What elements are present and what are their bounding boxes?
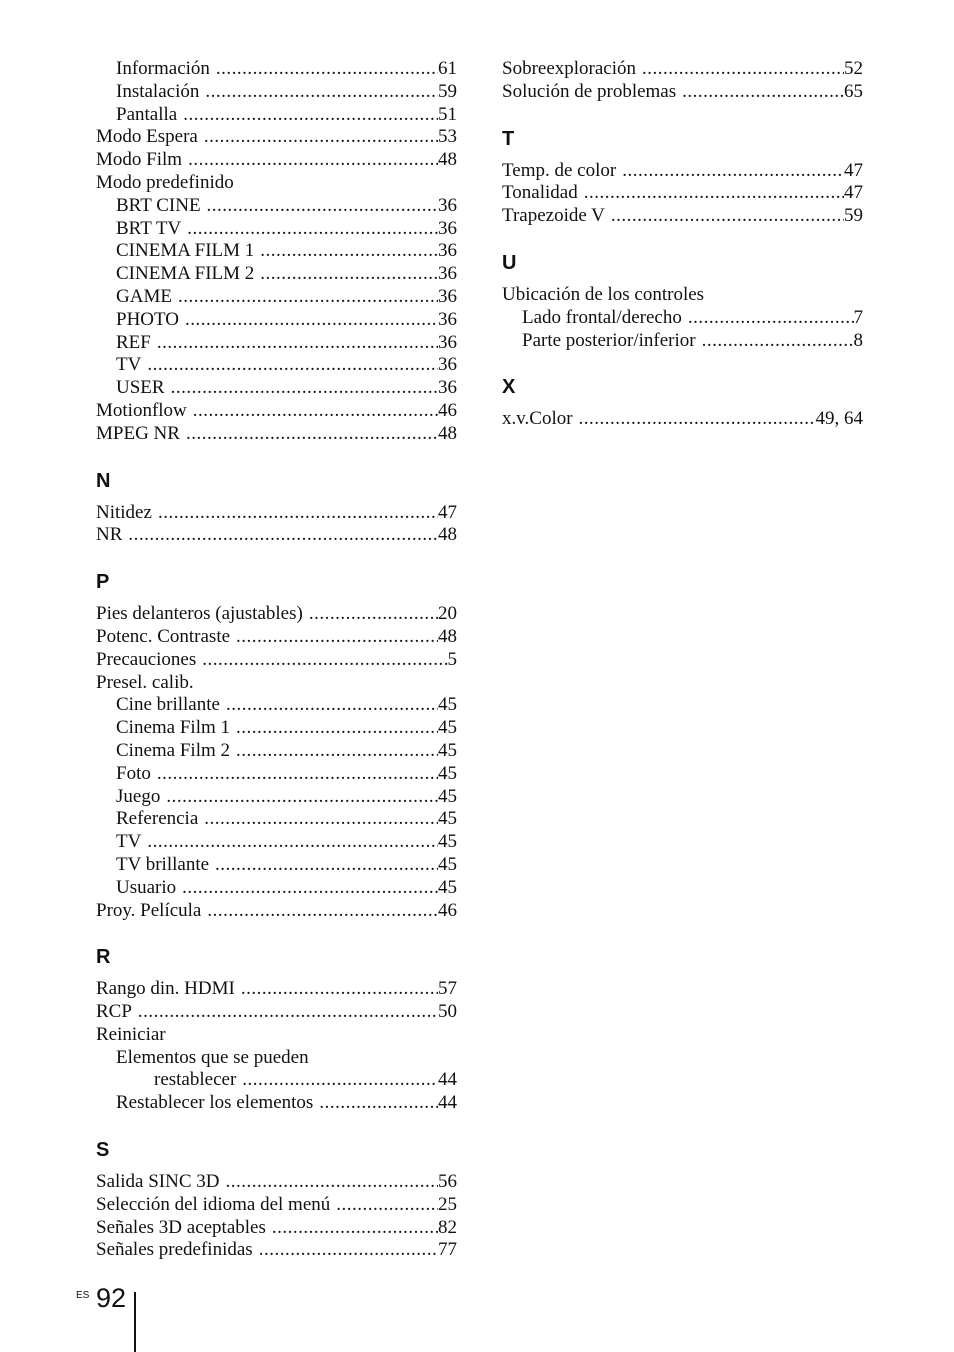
index-entry [502, 408, 863, 431]
index-entry [96, 195, 457, 218]
index-entry-page: 25 [438, 1193, 457, 1215]
dot-leader [259, 1239, 438, 1262]
index-entry-term: RCP [96, 1001, 132, 1023]
dot-leader [260, 240, 438, 263]
index-entry-page: 36 [438, 240, 457, 262]
dot-leader [226, 694, 438, 717]
dot-leader [260, 263, 438, 286]
dot-leader [319, 1092, 438, 1115]
dot-leader [171, 377, 438, 400]
index-entry-page: 45 [438, 785, 457, 807]
index-entry-term: Restablecer los elementos [116, 1092, 314, 1114]
index-entry-term: Modo predefinido [96, 171, 234, 193]
index-entry-page: 65 [844, 80, 863, 102]
dot-leader [622, 160, 844, 183]
index-entry-term: GAME [116, 285, 172, 307]
index-entry-term: Proy. Película [96, 899, 202, 921]
index-entry [96, 717, 457, 740]
index-entry [96, 740, 457, 763]
dot-leader [157, 332, 438, 355]
dot-leader [207, 195, 438, 218]
index-entry-term: CINEMA FILM 2 [116, 263, 255, 285]
index-entry-page: 44 [438, 1092, 457, 1114]
index-entry [502, 307, 863, 330]
footer-language-code: ES [76, 1290, 90, 1301]
dot-leader [157, 763, 438, 786]
dot-leader [158, 502, 438, 525]
index-column-right [502, 58, 863, 431]
dot-leader [682, 81, 844, 104]
index-entry [96, 58, 457, 81]
dot-leader [193, 400, 438, 423]
index-entry-page: 48 [438, 422, 457, 444]
index-entry-page: 36 [438, 354, 457, 376]
dot-leader [187, 218, 438, 241]
dot-leader [241, 978, 438, 1001]
dot-leader [178, 286, 438, 309]
index-entry-term: Presel. calib. [96, 671, 194, 693]
index-entry-term: PHOTO [116, 308, 179, 330]
index-entry-page: 57 [438, 978, 457, 1000]
index-entry-term: NR [96, 524, 123, 546]
index-entry-term: Cinema Film 1 [116, 717, 230, 739]
index-letter-heading: N [96, 469, 111, 492]
index-entry [96, 172, 457, 195]
index-entry-page: 52 [844, 58, 863, 79]
index-entry-term: Modo Espera [96, 126, 198, 148]
index-entry-page: 36 [438, 194, 457, 216]
index-entry-page: 45 [438, 739, 457, 761]
dot-leader [309, 603, 438, 626]
index-entry-page: 36 [438, 331, 457, 353]
index-entry [502, 81, 863, 104]
index-entry-term: restablecer [154, 1069, 237, 1091]
index-entry [96, 786, 457, 809]
index-entry-term: MPEG NR [96, 422, 180, 444]
index-entry-page: 47 [844, 159, 863, 181]
dot-leader [204, 126, 438, 149]
dot-leader [186, 423, 438, 446]
index-entry-page: 47 [438, 501, 457, 523]
dot-leader [236, 740, 438, 763]
dot-leader [579, 408, 816, 431]
index-entry [96, 286, 457, 309]
index-entry-page: 36 [438, 263, 457, 285]
index-entry [96, 672, 457, 695]
index-column-left [96, 58, 457, 1262]
index-entry-term: Sobreexploración [502, 58, 637, 79]
index-entry-term: BRT CINE [116, 194, 201, 216]
index-entry [502, 284, 863, 307]
index-entry-term: Nitidez [96, 501, 152, 523]
index-entry [96, 649, 457, 672]
index-entry-term: Señales 3D aceptables [96, 1216, 266, 1238]
index-entry [96, 1194, 457, 1217]
index-entry [96, 808, 457, 831]
index-entry-page: 36 [438, 217, 457, 239]
index-entry [96, 332, 457, 355]
index-entry [96, 763, 457, 786]
index-entry-page: 56 [438, 1171, 457, 1193]
index-entry [96, 240, 457, 263]
index-entry [96, 1239, 457, 1262]
index-entry-page: 36 [438, 377, 457, 399]
index-entry [96, 502, 457, 525]
index-letter-heading: P [96, 571, 110, 594]
index-entry [96, 626, 457, 649]
index-entry [96, 603, 457, 626]
dot-leader [272, 1217, 438, 1240]
index-entry [502, 58, 863, 81]
index-entry-term: BRT TV [116, 217, 182, 239]
index-entry-term: Cinema Film 2 [116, 739, 230, 761]
dot-leader [642, 58, 844, 81]
index-entry-term: CINEMA FILM 1 [116, 240, 255, 262]
dot-leader [207, 900, 438, 923]
index-entry-page: 45 [438, 762, 457, 784]
index-entry-page: 46 [438, 399, 457, 421]
index-entry-page: 36 [438, 308, 457, 330]
dot-leader [611, 205, 844, 228]
index-entry [502, 330, 863, 353]
index-entry-page: 20 [438, 603, 457, 625]
index-entry [96, 854, 457, 877]
dot-leader [188, 149, 438, 172]
index-letter-heading: S [96, 1139, 110, 1162]
index-entry-page: 49, 64 [815, 408, 863, 430]
dot-leader [183, 104, 438, 127]
index-entry-page: 45 [438, 717, 457, 739]
index-entry-term: Trapezoide V [502, 205, 605, 227]
index-entry-page: 59 [438, 80, 457, 102]
dot-leader [236, 626, 438, 649]
index-entry-term: Instalación [116, 80, 200, 102]
index-entry-page: 53 [438, 126, 457, 148]
index-entry [502, 205, 863, 228]
index-entry-term: Señales predefinidas [96, 1239, 253, 1261]
index-entry [96, 149, 457, 172]
index-entry-page: 48 [438, 625, 457, 647]
index-entry-term: Parte posterior/inferior [522, 329, 696, 351]
index-entry [96, 400, 457, 423]
index-entry [96, 1217, 457, 1240]
index-entry-page: 61 [438, 58, 457, 79]
index-entry [96, 309, 457, 332]
dot-leader [216, 58, 438, 81]
index-entry-page: 5 [447, 648, 457, 670]
index-entry [96, 126, 457, 149]
index-entry-page: 82 [438, 1216, 457, 1238]
index-entry-page: 36 [438, 285, 457, 307]
index-entry [502, 160, 863, 183]
index-entry [96, 423, 457, 446]
dot-leader [138, 1001, 438, 1024]
dot-leader [202, 649, 447, 672]
index-entry-term: Reiniciar [96, 1023, 166, 1045]
dot-leader [166, 786, 438, 809]
index-entry-page: 45 [438, 694, 457, 716]
index-entry-term: Tonalidad [502, 182, 578, 204]
dot-leader [702, 330, 854, 353]
index-entry [96, 377, 457, 400]
index-entry-term: Usuario [116, 876, 177, 898]
index-entry-term: x.v.Color [502, 408, 573, 430]
index-entry-term: Pies delanteros (ajustables) [96, 603, 303, 625]
index-entry-term: USER [116, 377, 165, 399]
index-letter-heading: T [502, 127, 515, 150]
index-entry-page: 47 [844, 182, 863, 204]
dot-leader [336, 1194, 438, 1217]
index-entry-term: Foto [116, 762, 151, 784]
dot-leader [584, 182, 844, 205]
index-entry-page: 45 [438, 876, 457, 898]
dot-leader [688, 307, 854, 330]
index-entry [96, 354, 457, 377]
index-entry-term: Información [116, 58, 210, 79]
page-number: 92 [96, 1283, 127, 1313]
index-entry-term: Potenc. Contraste [96, 625, 231, 647]
index-entry-term: Ubicación de los controles [502, 283, 705, 305]
index-entry-page: 77 [438, 1239, 457, 1261]
index-entry [96, 900, 457, 923]
index-entry-term: Referencia [116, 808, 199, 830]
index-entry-term: Motionflow [96, 399, 187, 421]
footer-rule [134, 1292, 136, 1352]
dot-leader [205, 81, 438, 104]
index-entry-term: TV [116, 831, 142, 853]
index-entry [96, 218, 457, 241]
dot-leader [242, 1069, 438, 1092]
index-entry [96, 1092, 457, 1115]
index-entry-page: 45 [438, 831, 457, 853]
index-entry-term: Selección del idioma del menú [96, 1193, 331, 1215]
index-entry-term: Juego [116, 785, 161, 807]
index-entry [96, 81, 457, 104]
index-entry-page: 7 [853, 306, 863, 328]
index-entry-term: TV brillante [116, 853, 210, 875]
index-entry-term: Pantalla [116, 103, 178, 125]
index-entry [502, 182, 863, 205]
index-entry-term: Elementos que se pueden [116, 1046, 309, 1068]
index-entry-term: Cine brillante [116, 694, 220, 716]
index-entry-term: Temp. de color [502, 159, 617, 181]
index-entry-term: Precauciones [96, 648, 197, 670]
index-entry-page: 45 [438, 808, 457, 830]
index-entry-page: 51 [438, 103, 457, 125]
index-entry [96, 1024, 457, 1047]
index-entry [96, 877, 457, 900]
index-entry-term: Salida SINC 3D [96, 1171, 220, 1193]
dot-leader [185, 309, 438, 332]
index-entry-page: 45 [438, 853, 457, 875]
index-entry-page: 46 [438, 899, 457, 921]
index-entry-term: Rango din. HDMI [96, 978, 235, 1000]
index-entry-term: Lado frontal/derecho [522, 306, 682, 328]
index-entry [96, 1069, 457, 1092]
index-entry [96, 104, 457, 127]
index-entry-page: 44 [438, 1069, 457, 1091]
index-entry [96, 1171, 457, 1194]
index-entry-term: Modo Film [96, 149, 183, 171]
index-entry-page: 48 [438, 524, 457, 546]
index-entry-page: 8 [853, 329, 863, 351]
index-entry [96, 831, 457, 854]
index-entry [96, 1001, 457, 1024]
dot-leader [226, 1171, 439, 1194]
index-entry-term: TV [116, 354, 142, 376]
dot-leader [182, 877, 438, 900]
index-letter-heading: U [502, 251, 517, 274]
index-entry [96, 1047, 457, 1070]
dot-leader [204, 808, 438, 831]
index-entry [96, 978, 457, 1001]
dot-leader [128, 524, 438, 547]
index-entry-page: 59 [844, 205, 863, 227]
index-entry [96, 524, 457, 547]
index-entry [96, 694, 457, 717]
index-letter-heading: R [96, 946, 111, 969]
dot-leader [215, 854, 438, 877]
index-entry-page: 50 [438, 1001, 457, 1023]
dot-leader [147, 354, 438, 377]
dot-leader [236, 717, 438, 740]
index-entry [96, 263, 457, 286]
dot-leader [147, 831, 438, 854]
index-entry-term: REF [116, 331, 151, 353]
index-entry-page: 48 [438, 149, 457, 171]
index-letter-heading: X [502, 376, 516, 399]
index-entry-term: Solución de problemas [502, 80, 677, 102]
